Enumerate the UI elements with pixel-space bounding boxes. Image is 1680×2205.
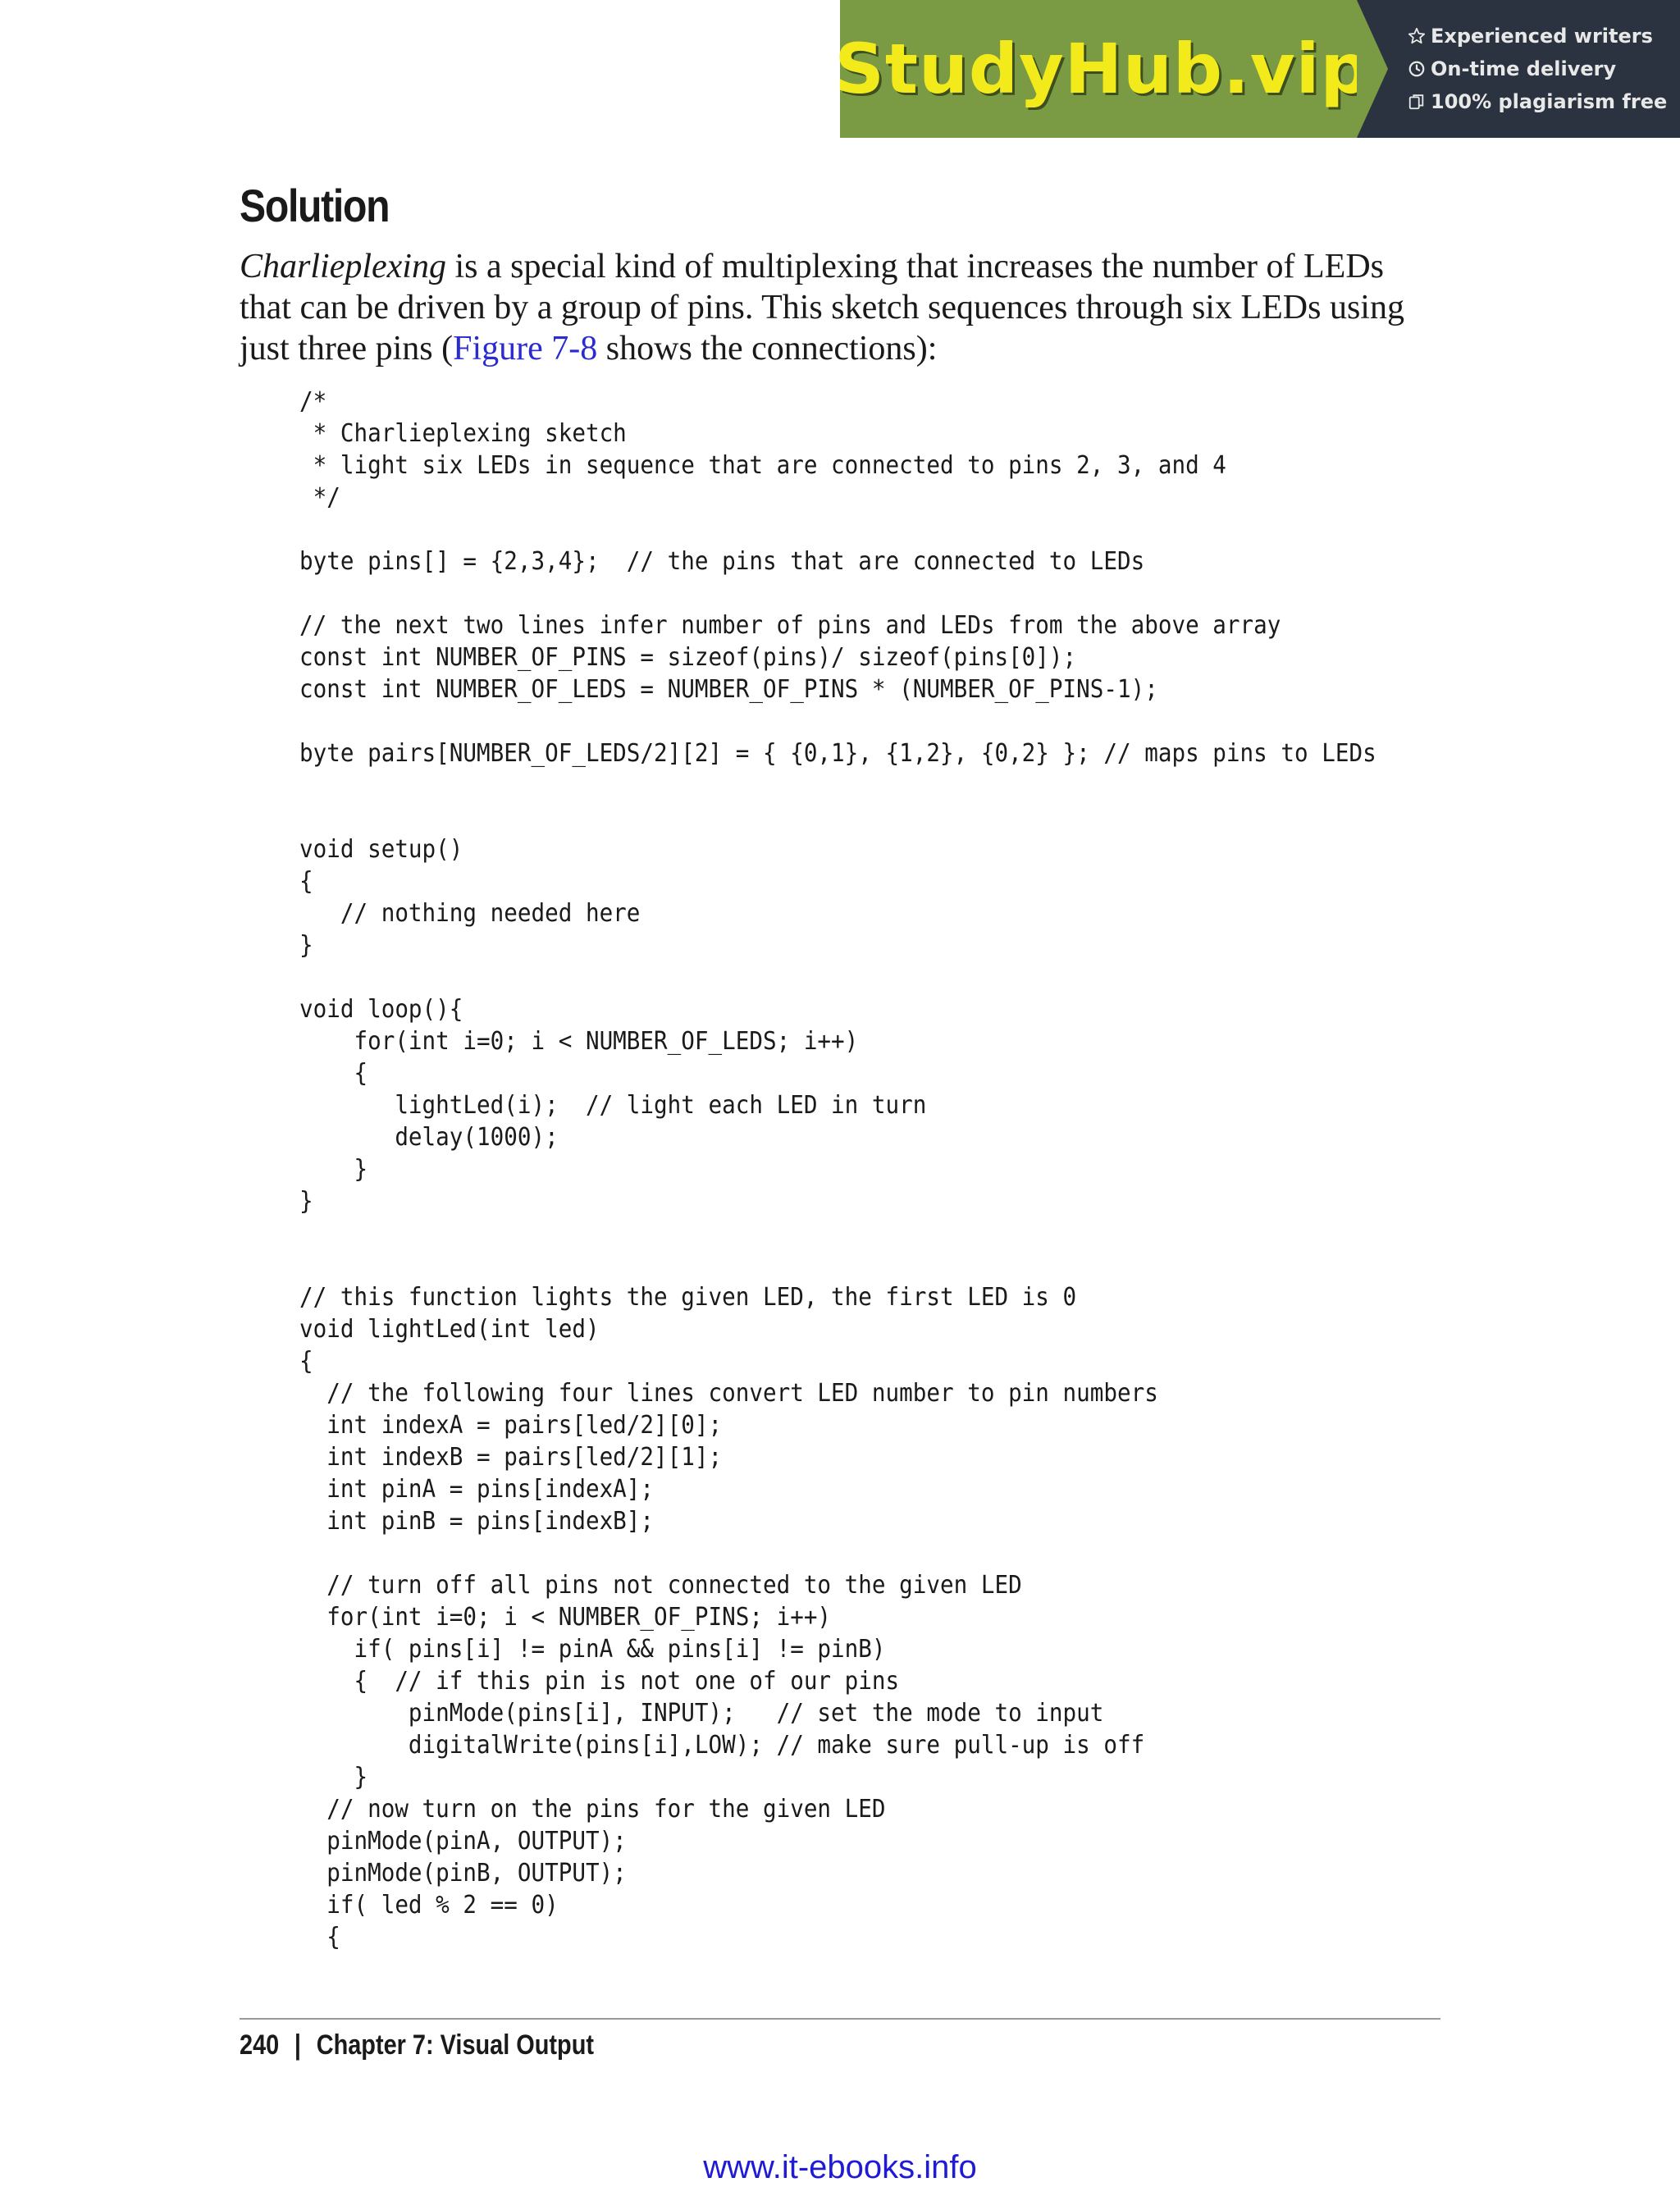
code-line: int pinB = pins[indexB];	[299, 1507, 655, 1536]
banner-feature-label: On-time delivery	[1431, 57, 1617, 80]
code-line: const int NUMBER_OF_PINS = sizeof(pins)/ sizeof(pins[0]);	[299, 643, 1077, 672]
copy-icon	[1408, 93, 1426, 111]
code-line: // the following four lines convert LED number to pin numbers	[299, 1379, 1158, 1408]
code-line: const int NUMBER_OF_LEDS = NUMBER_OF_PINS * (NUMBER_OF_PINS-1);	[299, 675, 1158, 704]
code-line: // nothing needed here	[299, 899, 641, 928]
code-line: void loop(){	[299, 995, 463, 1024]
code-line: pinMode(pins[i], INPUT); // set the mode to input	[299, 1699, 1104, 1728]
code-line: pinMode(pinB, OUTPUT);	[299, 1859, 627, 1888]
section-heading: Solution	[240, 180, 390, 231]
page-number: 240	[240, 2029, 280, 2061]
code-line: }	[299, 1187, 313, 1216]
intro-text-after-ref: shows the connections):	[597, 330, 938, 368]
code-listing	[299, 386, 1376, 1953]
intro-paragraph	[240, 246, 1440, 369]
code-line: }	[299, 931, 313, 960]
code-line: if( pins[i] != pinA && pins[i] != pinB)	[299, 1635, 886, 1664]
banner-feature-label: 100% plagiarism free	[1431, 90, 1668, 113]
banner-features	[1357, 0, 1680, 138]
banner-feature-writers	[1408, 25, 1680, 48]
code-line: int pinA = pins[indexA];	[299, 1475, 655, 1504]
ad-banner[interactable]	[834, 0, 1680, 138]
code-line: { // if this pin is not one of our pins	[299, 1667, 900, 1696]
studyhub-logo-panel[interactable]	[834, 0, 1371, 138]
code-line: }	[299, 1155, 368, 1184]
code-line: }	[299, 1763, 368, 1792]
code-line: for(int i=0; i < NUMBER_OF_PINS; i++)	[299, 1603, 832, 1632]
code-line: {	[299, 1347, 313, 1376]
code-line: {	[299, 1059, 368, 1088]
code-line: {	[299, 1923, 340, 1952]
footer-divider	[240, 2018, 1440, 2020]
code-line: // the next two lines infer number of pins and LEDs from the above array	[299, 611, 1281, 640]
code-line: delay(1000);	[299, 1123, 559, 1152]
code-line: int indexA = pairs[led/2][0];	[299, 1411, 723, 1440]
code-line: byte pairs[NUMBER_OF_LEDS/2][2] = { {0,1}, {1,2}, {0,2} }; // maps pins to LEDs	[299, 739, 1376, 768]
code-line: // this function lights the given LED, the first LED is 0	[299, 1283, 1077, 1312]
code-line: */	[299, 483, 340, 512]
code-line: for(int i=0; i < NUMBER_OF_LEDS; i++)	[299, 1027, 859, 1056]
code-line: // now turn on the pins for the given LED	[299, 1795, 886, 1824]
code-line: // turn off all pins not connected to the given LED	[299, 1571, 1022, 1600]
code-line: pinMode(pinA, OUTPUT);	[299, 1827, 627, 1856]
footer-separator: |	[294, 2029, 302, 2061]
banner-feature-plagiarism	[1408, 90, 1680, 113]
banner-feature-label: Experienced writers	[1431, 25, 1653, 48]
code-line: int indexB = pairs[led/2][1];	[299, 1443, 723, 1472]
intro-text-before-ref: is a special kind of multiplexing that increases the number of LEDs that can be driven by a group of pins. This sketch sequences through six LEDs using just three pins (	[240, 248, 1404, 368]
code-line: lightLed(i); // light each LED in turn	[299, 1091, 927, 1120]
star-icon	[1408, 27, 1426, 45]
code-line: digitalWrite(pins[i],LOW); // make sure pull-up is off	[299, 1731, 1145, 1760]
code-line: * Charlieplexing sketch	[299, 419, 627, 448]
studyhub-logo: StudyHub.vip	[834, 29, 1371, 109]
banner-feature-delivery	[1408, 57, 1680, 80]
code-line: byte pins[] = {2,3,4}; // the pins that are connected to LEDs	[299, 547, 1145, 576]
clock-icon	[1408, 60, 1426, 78]
code-line: void setup()	[299, 835, 463, 864]
source-watermark[interactable]: www.it-ebooks.info	[703, 2149, 977, 2185]
code-line: void lightLed(int led)	[299, 1315, 600, 1344]
code-line: * light six LEDs in sequence that are connected to pins 2, 3, and 4	[299, 451, 1226, 480]
code-line: {	[299, 867, 313, 896]
page-footer	[240, 2029, 594, 2061]
code-line: /*	[299, 387, 327, 416]
figure-reference-link[interactable]: Figure 7-8	[453, 330, 598, 368]
chapter-title: Chapter 7: Visual Output	[316, 2029, 594, 2061]
term-charlieplexing: Charlieplexing	[240, 248, 446, 285]
code-line: if( led % 2 == 0)	[299, 1891, 559, 1920]
